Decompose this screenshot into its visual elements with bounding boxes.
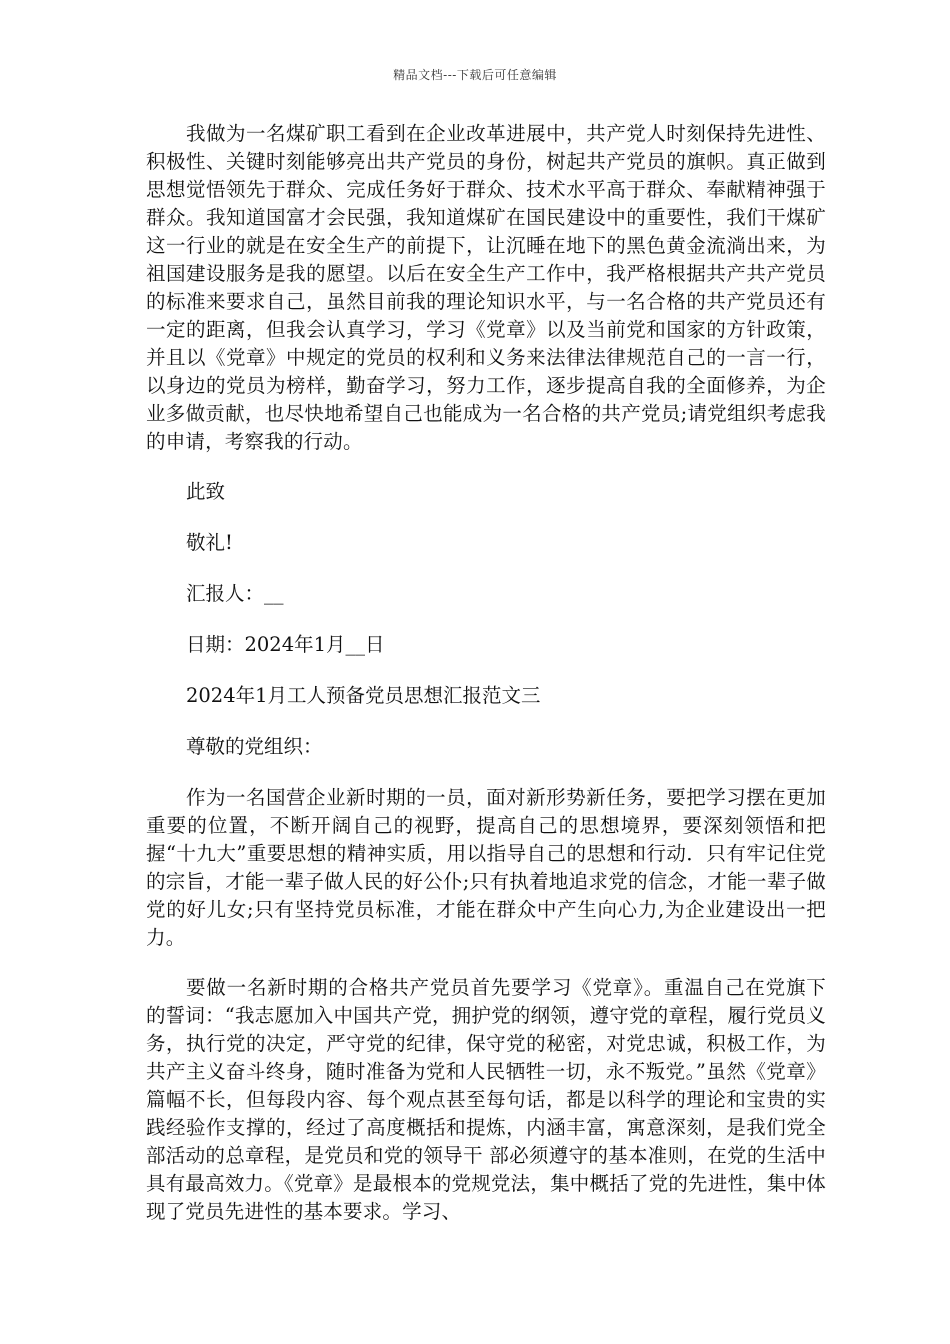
body-paragraph-2: 作为一名国营企业新时期的一员，面对新形势新任务，要把学习摆在更加重要的位置，不断开阔自己的视野，提高自己的思想境界，要深刻领悟和把握“十九大”重要思想的精神实质，用以指导自己的思想和行动．只有牢记住党的宗旨，才能一辈子做人民的好公仆;只有执着地追求党的信念，才能一辈子做党的好儿女;只有坚持党员标准，才能在群众中产生向心力,为企业建设出一把力。 — [146, 786, 826, 949]
page-header: 精品文档---下载后可任意编辑 — [393, 68, 557, 82]
paragraph-spacer — [146, 710, 826, 733]
document-body — [146, 120, 826, 1226]
body-paragraph-3: 要做一名新时期的合格共产党员首先要学习《党章》。重温自己在党旗下的誓词：“我志愿加入中国共产党，拥护党的纲领，遵守党的章程，履行党员义务，执行党的决定，严守党的纪律，保守党的秘密，对党忠诚，积极工作，为共产主义奋斗终身，随时准备为党和人民牺牲一切，永不叛党。”虽然《党章》篇幅不长，但每段内容、每个观点甚至每句话，都是以科学的理论和宝贵的实践经验作支撑的，经过了高度概括和提炼，内涵丰富，寓意深刻，是我们党全部活动的总章程，是党员和党的领导干 部必须遵守的基本准则，在党的生活中具有最高效力。《党章》是最根本的党规党法，集中概括了党的先进性，集中体现了党员先进性的基本要求。学习、 — [146, 976, 826, 1223]
reporter-line: 汇报人：__ — [185, 582, 284, 605]
closing-line-1: 此致 — [185, 480, 225, 503]
paragraph-spacer — [146, 659, 826, 682]
salutation-line: 尊敬的党组织： — [185, 735, 323, 758]
body-paragraph-1: 我做为一名煤矿职工看到在企业改革进展中，共产党人时刻保持先进性、积极性、关键时刻能够亮出共产党员的身份，树起共产党员的旗帜。真正做到思想觉悟领先于群众、完成任务好于群众、技术水平高于群众、奉献精神强于群众。我知道国富才会民强，我知道煤矿在国民建设中的重要性，我们干煤矿这一行业的就是在安全生产的前提下，让沉睡在地下的黑色黄金流淌出来，为祖国建设服务是我的愿望。以后在安全生产工作中，我严格根据共产共产党员的标准来要求自己，虽然目前我的理论知识水平，与一名合格的共产党员还有一定的距离，但我会认真学习，学习《党章》以及当前党和国家的方针政策，并且以《党章》中规定的党员的权利和义务来法律法律规范自己的一言一行，以身边的党员为榜样，勤奋学习，努力工作，逐步提高自我的全面修养，为企业多做贡献，也尽快地希望自己也能成为一名合格的共产党员;请党组织考虑我的申请，考察我的行动。 — [146, 122, 826, 453]
paragraph-spacer — [146, 761, 826, 784]
paragraph-spacer — [146, 608, 826, 631]
date-line: 日期：2024年1月__日 — [185, 633, 385, 656]
section-title: 2024年1月工人预备党员思想汇报范文三 — [185, 684, 541, 707]
paragraph-spacer — [146, 506, 826, 529]
paragraph-spacer — [146, 557, 826, 580]
paragraph-spacer — [146, 952, 826, 974]
paragraph-spacer — [146, 456, 826, 478]
closing-line-2: 敬礼! — [185, 531, 233, 554]
